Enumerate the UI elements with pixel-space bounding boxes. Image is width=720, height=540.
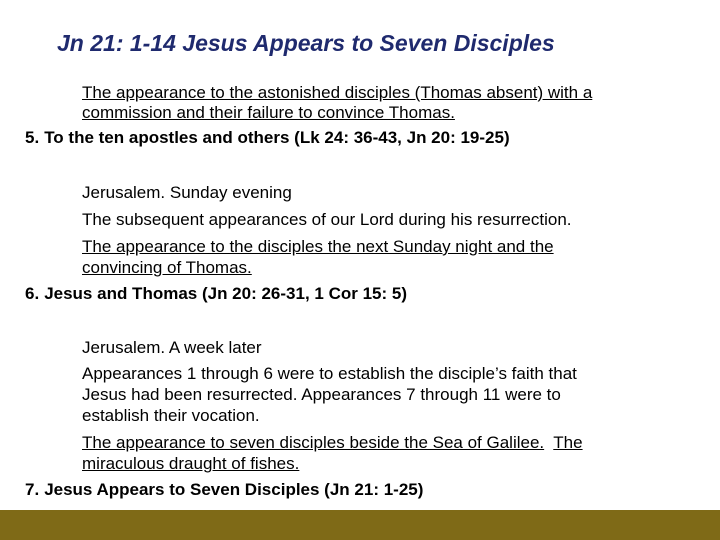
text-line: The subsequent appearances of our Lord during his resurrection. (82, 210, 572, 229)
text-line: establish their vocation. (82, 406, 260, 425)
text-line: miraculous draught of fishes. (82, 454, 300, 473)
slide-title: Jn 21: 1-14 Jesus Appears to Seven Disciples (57, 30, 555, 56)
footer-bar (0, 510, 720, 540)
text-line: Appearances 1 through 6 were to establish the disciple’s faith that (82, 364, 577, 383)
text-line: Jerusalem. A week later (82, 338, 262, 357)
text-segment: The appearance to seven disciples beside the Sea of Galilee. (82, 433, 545, 452)
section-heading-6 (25, 284, 407, 304)
section-heading-text: Jesus and Thomas (Jn 20: 26-31, 1 Cor 15: 5) (44, 284, 407, 303)
section-heading-7 (25, 480, 423, 500)
section-heading-5 (25, 128, 510, 148)
text-line: Jerusalem. Sunday evening (82, 183, 292, 202)
section-heading-text: Jesus Appears to Seven Disciples (Jn 21: 1-25) (44, 480, 424, 499)
text-line (82, 433, 583, 453)
text-line: convincing of Thomas. (82, 258, 252, 277)
text-line: commission and their failure to convince Thomas. (82, 103, 455, 122)
section-heading-text: To the ten apostles and others (Lk 24: 36-43, Jn 20: 19-25) (44, 128, 510, 147)
text-line: Jesus had been resurrected. Appearances 7 through 11 were to (82, 385, 561, 404)
section-number: 6. (25, 284, 40, 303)
section-number: 5. (25, 128, 40, 147)
text-line: The appearance to the astonished disciples (Thomas absent) with a (82, 83, 593, 102)
text-segment: The (553, 433, 583, 452)
section-number: 7. (25, 480, 40, 499)
text-line: The appearance to the disciples the next Sunday night and the (82, 237, 554, 256)
